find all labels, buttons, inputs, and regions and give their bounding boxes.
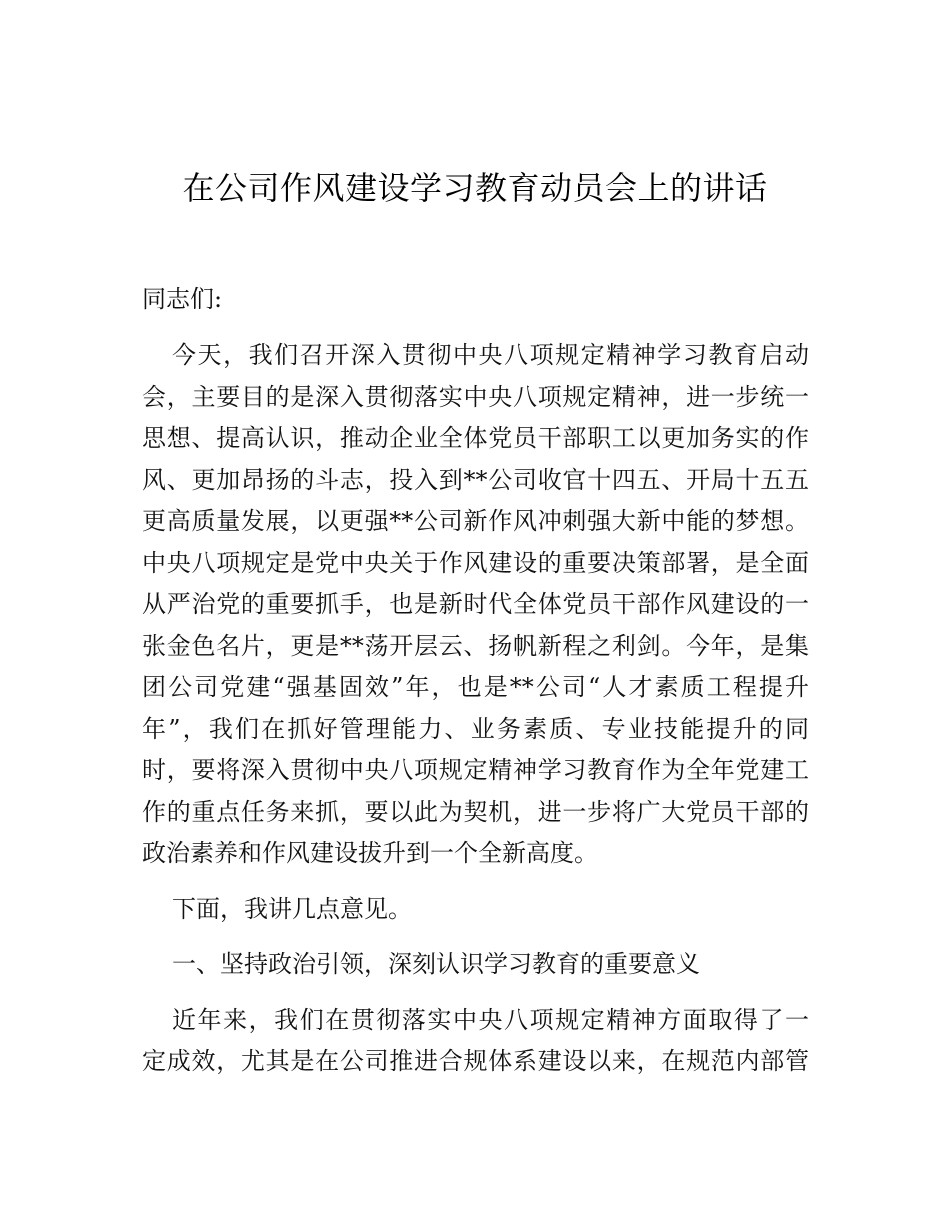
text-line: 近年来，我们在贯彻落实中央八项规定精神方面取得了一 xyxy=(172,1005,809,1034)
paragraph-section-1 xyxy=(142,1000,809,1083)
text-line: 风、更加昂扬的斗志，投入到**公司收官十四五、开局十五五 xyxy=(142,465,809,494)
text-line: 团公司党建“强基固效”年，也是**公司“人才素质工程提升 xyxy=(142,673,809,701)
text-line: 时，要将深入贯彻中央八项规定精神学习教育作为全年党建工 xyxy=(142,756,809,784)
text-line: 会，主要目的是深入贯彻落实中央八项规定精神，进一步统一 xyxy=(142,382,809,411)
text-line: 作的重点任务来抓，要以此为契机，进一步将广大党员干部的 xyxy=(142,797,809,826)
paragraph-transition xyxy=(142,889,809,931)
section-heading-1 xyxy=(142,944,809,986)
text-line: 政治素养和作风建设拔升到一个全新高度。 xyxy=(142,839,598,867)
text-line: 中央八项规定是党中央关于作风建设的重要决策部署，是全面 xyxy=(142,548,809,577)
salutation: 同志们: xyxy=(142,285,223,313)
text-line: 思想、提高认识，推动企业全体党员干部职工以更加务实的作 xyxy=(142,424,809,452)
text-line: 下面，我讲几点意见。 xyxy=(172,894,412,923)
document-body xyxy=(142,278,809,1097)
text-line: 定成效，尤其是在公司推进合规体系建设以来，在规范内部管 xyxy=(142,1047,809,1075)
text-line: 更高质量发展，以更强**公司新作风冲刺强大新中能的梦想。 xyxy=(142,507,809,535)
text-line: 今天，我们召开深入贯彻中央八项规定精神学习教育启动 xyxy=(172,341,809,369)
document-title: 在公司作风建设学习教育动员会上的讲话 xyxy=(182,169,768,207)
paragraph-intro xyxy=(142,335,809,875)
text-line: 从严治党的重要抓手，也是新时代全体党员干部作风建设的一 xyxy=(142,590,809,618)
text-line: 一、坚持政治引领，深刻认识学习教育的重要意义 xyxy=(172,950,700,978)
text-line: 年”，我们在抓好管理能力、业务素质、专业技能提升的同 xyxy=(142,714,809,743)
text-line: 张金色名片，更是**荡开层云、扬帆新程之利剑。今年，是集 xyxy=(142,631,809,660)
